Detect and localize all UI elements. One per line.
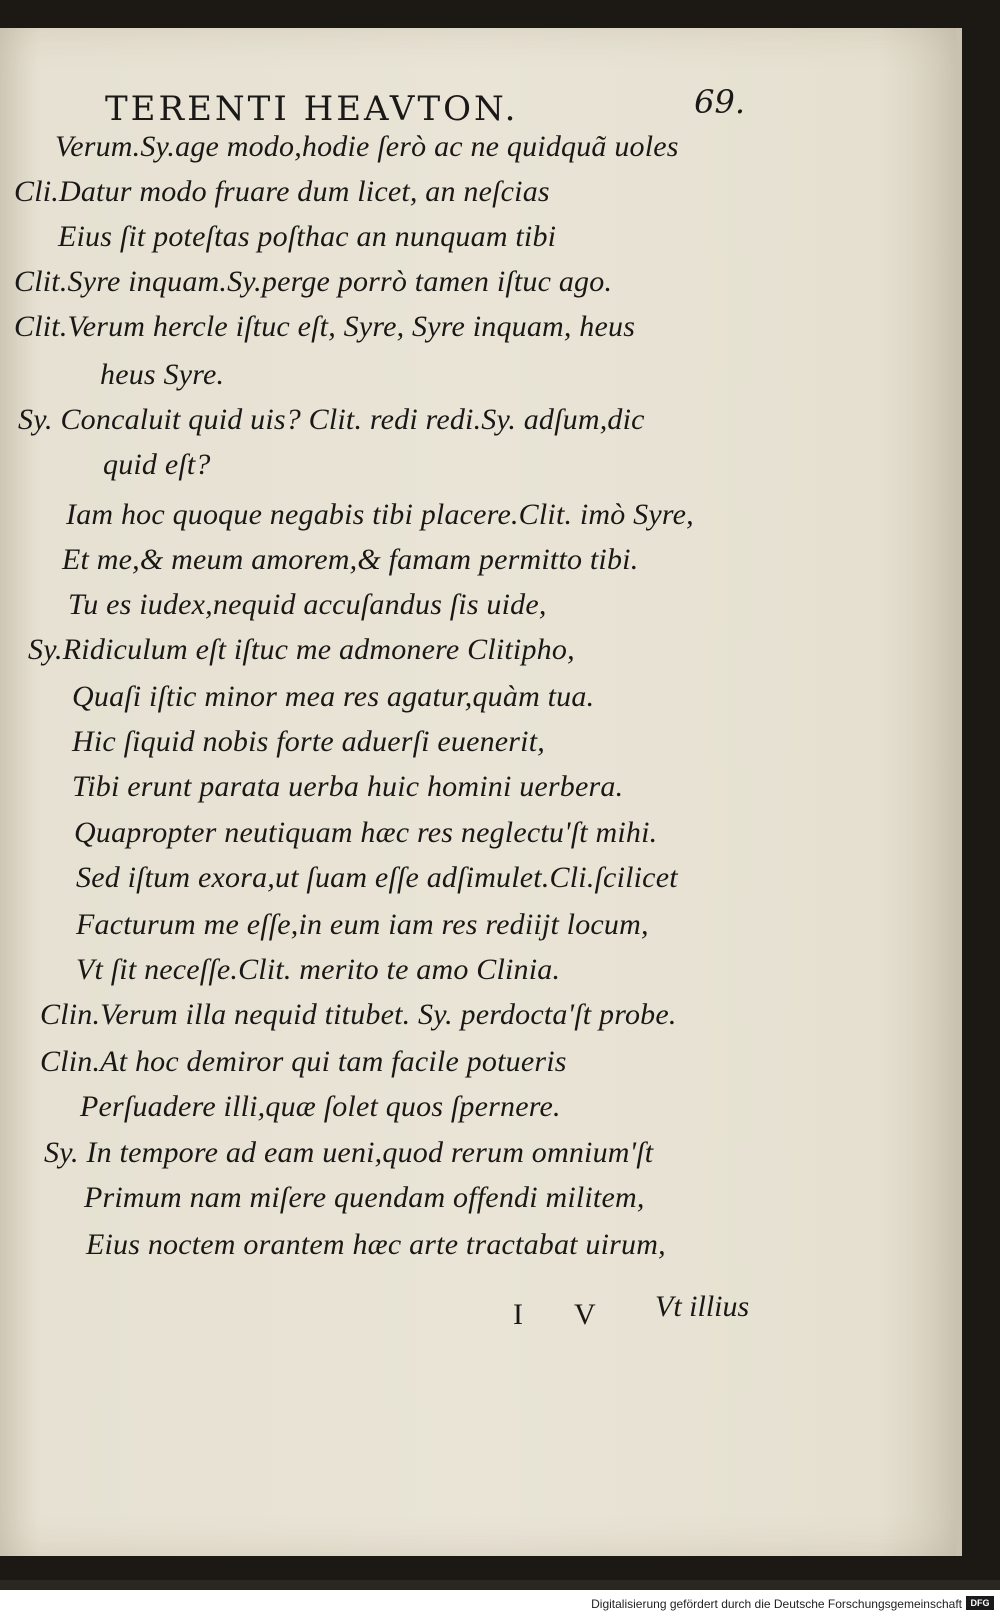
page-header [105,83,745,133]
verse-line: Quaſi iſtic minor mea res agatur,quàm tua. [72,680,595,713]
verse-line: Clit.Verum hercle iſtuc eſt, Syre, Syre inquam, heus [14,310,636,343]
verse-line: Sed iſtum exora,ut ſuam eſſe adſimulet.Cli.ſcilicet [76,861,678,894]
verse-line: Primum nam miſere quendam offendi militem, [84,1181,645,1214]
signature-mark: I V [513,1298,618,1331]
verse-line: Eius noctem orantem hæc arte tractabat uirum, [86,1228,666,1261]
verse-line: Hic ſiquid nobis forte aduerſi euenerit, [72,725,545,758]
verse-line: Perſuadere illi,quæ ſolet quos ſpernere. [80,1090,561,1123]
verse-line: Clit.Syre inquam.Sy.perge porrò tamen iſtuc ago. [14,265,613,298]
verse-line: Sy. Concaluit quid uis? Clit. redi redi.Sy. adſum,dic [18,403,645,436]
verse-line: Facturum me eſſe,in eum iam res rediijt locum, [76,908,649,941]
dfg-logo-icon: DFG [966,1596,994,1610]
running-head: TERENTI HEAVTON. [105,89,519,129]
verse-line: Tu es iudex,nequid accuſandus ſis uide, [68,588,547,621]
book-page [0,28,962,1556]
verse-line: Verum.Sy.age modo,hodie ſerò ac ne quidquã uoles [55,130,679,163]
verse-line: Sy. In tempore ad eam ueni,quod rerum omnium'ſt [44,1136,654,1169]
verse-line: Quapropter neutiquam hæc res neglectu'ſt mihi. [74,816,658,849]
digitization-footer [0,1590,1000,1618]
verse-line: Vt ſit neceſſe.Clit. merito te amo Clinia. [76,953,561,986]
verse-line: Et me,& meum amorem,& famam permitto tibi. [62,543,639,576]
verse-line: Clin.Verum illa nequid titubet. Sy. perdocta'ſt probe. [40,998,677,1031]
verse-line: Tibi erunt parata uerba huic homini uerbera. [72,770,624,803]
folio-number: 69. [694,83,745,121]
footer-credit: Digitalisierung gefördert durch die Deutsche Forschungsgemeinschaft [591,1597,962,1611]
verse-line: Iam hoc quoque negabis tibi placere.Clit. imò Syre, [66,498,694,531]
verse-line: Clin.At hoc demiror qui tam facile potueris [40,1045,567,1078]
verse-line: Sy.Ridiculum eſt iſtuc me admonere Clitipho, [28,633,575,666]
verse-line: Cli.Datur modo fruare dum licet, an neſcias [14,175,550,208]
verse-line: Eius ſit poteſtas poſthac an nunquam tibi [58,220,557,253]
verse-line: quid eſt? [103,448,211,481]
verse-line: heus Syre. [100,358,225,391]
catchword: Vt illius [655,1290,750,1323]
